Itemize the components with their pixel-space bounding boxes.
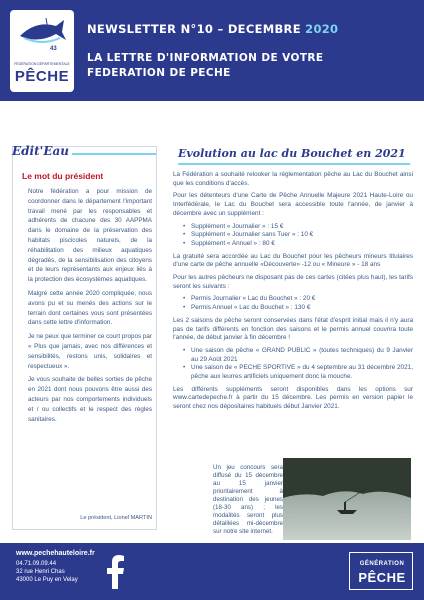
list-item: • Supplément « Annuel » : 80 € (183, 240, 413, 249)
article-free-paragraph: La gratuité sera accordée au Lac du Bouchet pour les pêcheurs mineurs titulaires d'une carte de pêche annuelle «Découverte» -12 ou « Mineure » - 18 ans (173, 252, 413, 269)
footer-phone: 04.71.09.09.44 (16, 561, 57, 567)
season-list (183, 347, 413, 382)
edito-title: Edit'Eau (12, 144, 69, 158)
federation-logo (10, 10, 74, 92)
article-intro: La Fédération a souhaité relooker la réglementation pêche au Lac du Bouchet ainsi que les conditions d'accès. (173, 171, 413, 187)
list-item: • Une saison de « PECHE SPORTIVE » du 4 septembre au 31 décembre 2021, pêche aux leurres artificiels uniquement donc la mouche. (183, 364, 413, 381)
edito-paragraph: Je vous souhaite de belles sorties de pêche en 2021 dont nous pouvons être aussi des acteurs par nos comportements individuels et / ou collectifs et le respect des règles sanitaires. (28, 376, 152, 423)
list-item: • Permis Annuel « Lac du Bouchet » : 130 € (183, 304, 413, 313)
list-item: • Une saison de pêche « GRAND PUBLIC » (toutes techniques) du 9 Janvier au 29 Août 2021 (183, 347, 413, 364)
article-other-paragraph: Pour les autres pêcheurs ne disposant pas de ces cartes (citées plus haut), les tarifs seront les suivants : (173, 274, 413, 290)
article-title-underline (178, 163, 410, 165)
list-item: • Permis Journalier « Lac du Bouchet » : 20 € (183, 295, 413, 304)
fish-icon (16, 16, 68, 46)
edito-body (28, 187, 152, 428)
footer-address-1: 32 rue Henri Chas (16, 569, 65, 575)
article-body (173, 171, 413, 416)
list-item: • Supplément « Journalier sans Tuer » : 10 € (183, 231, 413, 240)
supplement-list (183, 223, 413, 249)
newsletter-title-text: NEWSLETTER N°10 – DECEMBRE (87, 22, 306, 36)
edito-paragraph: Notre fédération a pour mission de coordonner dans le département l'important travail mené par les responsables et adhérents de chacune des 30 AAPPMA dans le domaine de la préservation des habitats piscicoles naturels, de la réhabilitation des milieux aquatiques dégradés, de la sensibilisation des citoyens et de leurs représentants aux enjeux liés à la protection des écosystèmes aquatiques. (28, 188, 152, 284)
edito-paragraph: Malgré cette année 2020 compliquée, nous avons pu et su menés des actions sur le terrain dont certaines vous sont présentées dans cette lettre d'information. (28, 289, 152, 327)
footer-website-link[interactable]: www.pechehauteloire.fr (16, 550, 95, 557)
footer-address-2: 43000 Le Puy en Velay (16, 577, 78, 583)
article-title: Evolution au lac du Bouchet en 2021 (178, 147, 406, 160)
logo-department-number: 43 (50, 46, 57, 52)
subtitle-line-1: LA LETTRE D'INFORMATION DE VOTRE (87, 52, 324, 64)
generation-logo-top: GÉNÉRATION (359, 561, 405, 567)
edito-heading: Le mot du président (22, 171, 104, 181)
subtitle-line-2: FEDERATION DE PECHE (87, 67, 231, 79)
article-seasons-paragraph: Les 2 saisons de pêche seront conservées dans l'état d'esprit initial mais il n'y aura pas de tarifs différents en fonction des saisons et le permis annuel couvrira toute l'année, de début janvier à fin décembre ! (173, 316, 413, 342)
article-card-paragraph: Pour les détenteurs d'une Carte de Pêche Annuelle Majeure 2021 Haute-Loire ou Interfédérale, le Lac du Bouchet sera accessible toute l'année, de janvier à décembre avec un supplément : (173, 192, 413, 217)
permit-list (183, 295, 413, 312)
newsletter-title (87, 22, 338, 36)
logo-federation-text: FÉDÉRATION DÉPARTEMENTALE (14, 62, 70, 66)
generation-peche-logo (349, 552, 413, 590)
facebook-icon[interactable] (103, 555, 127, 589)
edito-paragraph: Je ne peux que terminer ce court propos par « Plus que jamais, avec nos différences et sensibilités, restons unis, solidaires et respectueux ». (28, 333, 152, 370)
list-item: • Supplément « Journalier » : 15 € (183, 223, 413, 232)
article-available-paragraph: Les différents suppléments seront disponibles dans les options sur www.cartedepeche.fr à partir du 15 décembre. Les permis en version papier le seront chez nos dépositaires habituels début Janvier 2021. (173, 385, 413, 411)
article-contest-paragraph: Un jeu concours sera diffusé du 15 décembre au 15 janvier prioritairement à destination des jeunes (18-30 ans) ; les modalités seront plus détaillées mi-décembre sur notre site internet. (213, 464, 283, 535)
edito-title-underline (72, 153, 156, 155)
generation-logo-bottom: PÊCHE (358, 570, 406, 585)
lake-photo (283, 458, 411, 540)
logo-peche-text: PÊCHE (14, 68, 70, 85)
newsletter-subtitle (87, 51, 323, 81)
edito-signature: Le président, Lionel MARTIN (80, 515, 152, 521)
newsletter-year: 2020 (305, 22, 339, 36)
